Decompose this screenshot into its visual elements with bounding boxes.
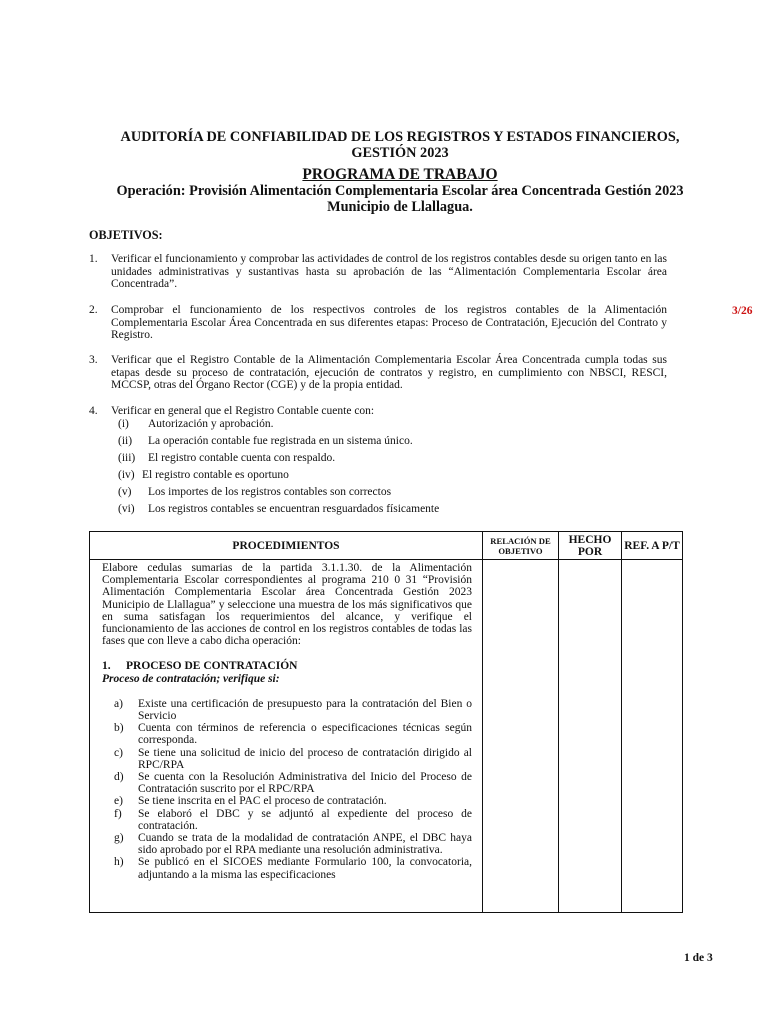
list-item: h) Se publicó en el SICOES mediante Formulario 100, la convocatoria, adjuntando a la misma las especificaciones bbox=[114, 856, 472, 881]
objectives-label: OBJETIVOS: bbox=[89, 228, 163, 242]
procedure-intro: Elabore cedulas sumarias de la partida 3.1.1.30. de la Alimentación Complementaria Escolar correspondientes al programa 210 0 31 “Provisión Alimentación Complementaria Escolar área Concentrada Gestión 2023 Municipio de Llallagua” y seleccione una muestra de los más significativos que en suma satisfagan los requerimientos del alcance, y verifique el funcionamiento de las acciones de control en los registros contables de todas las fases que con lleve a cabo dicha operación: bbox=[102, 562, 472, 648]
procedure-items bbox=[102, 698, 472, 881]
list-item: f) Se elaboró el DBC y se adjuntó al expediente del proceso de contratación. bbox=[114, 807, 472, 832]
procedures-table bbox=[89, 531, 683, 913]
objective-2: 2. Comprobar el funcionamiento de los respectivos controles de los registros contables de la Alimentación Complementaria Escolar Área Concentrada en sus diferentes etapas: Proceso de Contratación, Ejecución del Contrato y Registro. bbox=[89, 304, 667, 342]
header-ref-pt: REF. A P/T bbox=[622, 532, 683, 560]
list-item: c) Se tiene una solicitud de inicio del proceso de contratación dirigido al RPC/RPA bbox=[114, 746, 472, 771]
list-item: b) Cuenta con términos de referencia o especificaciones técnicas según corresponda. bbox=[114, 722, 472, 747]
list-item: d) Se cuenta con la Resolución Administrativa del Inicio del Proceso de Contratación suscrito por el RPC/RPA bbox=[114, 771, 472, 796]
procedures-cell bbox=[90, 560, 483, 913]
program-title: PROGRAMA DE TRABAJO bbox=[302, 166, 498, 183]
list-item: e) Se tiene inscrita en el PAC el proceso de contratación. bbox=[114, 795, 387, 808]
header-relacion-objetivo: RELACIÓN DE OBJETIVO bbox=[483, 532, 559, 560]
page-number: 1 de 3 bbox=[684, 952, 713, 964]
document-title: AUDITORÍA DE CONFIABILIDAD DE LOS REGISTROS Y ESTADOS FINANCIEROS, GESTIÓN 2023 bbox=[120, 129, 680, 161]
header-procedimientos: PROCEDIMIENTOS bbox=[90, 532, 483, 560]
operation-title: Operación: Provisión Alimentación Complementaria Escolar área Concentrada Gestión 2023 Municipio de Llallagua. bbox=[116, 183, 684, 215]
objective-3: 3. Verificar que el Registro Contable de la Alimentación Complementaria Escolar Área Concentrada cumpla todas sus etapas desde su proceso de contratación, ejecución de contratos y registro, en cumplimiento con NBSCI, RESCI, MCCSP, otras del Órgano Rector (CGE) y de la propia entidad. bbox=[89, 354, 667, 392]
header-hecho-por: HECHO POR bbox=[559, 532, 622, 560]
page-reference: 3/26 bbox=[732, 305, 753, 317]
section-subheading: Proceso de contratación; verifique si: bbox=[102, 672, 280, 685]
list-item: g) Cuando se trata de la modalidad de contratación ANPE, el DBC haya sido aprobado por el RPA mediante una resolución administrativa. bbox=[114, 832, 472, 857]
hecho-cell bbox=[559, 560, 622, 913]
table-header-row bbox=[90, 532, 683, 560]
objective-4: 4. Verificar en general que el Registro Contable cuente con: bbox=[89, 405, 375, 417]
list-item: a) Existe una certificación de presupuesto para la contratación del Bien o Servicio bbox=[114, 697, 472, 723]
section-heading: 1. PROCESO DE CONTRATACIÓN bbox=[102, 660, 298, 673]
objective-1: 1. Verificar el funcionamiento y comprobar las actividades de control de los registros contables desde su origen tanto en las unidades administrativas y sustantivas hasta su aprobación de las “Alimentación Complementaria Escolar área Concentrada”. bbox=[89, 253, 667, 291]
relacion-cell bbox=[483, 560, 559, 913]
ref-cell bbox=[622, 560, 683, 913]
table-row bbox=[90, 560, 683, 913]
